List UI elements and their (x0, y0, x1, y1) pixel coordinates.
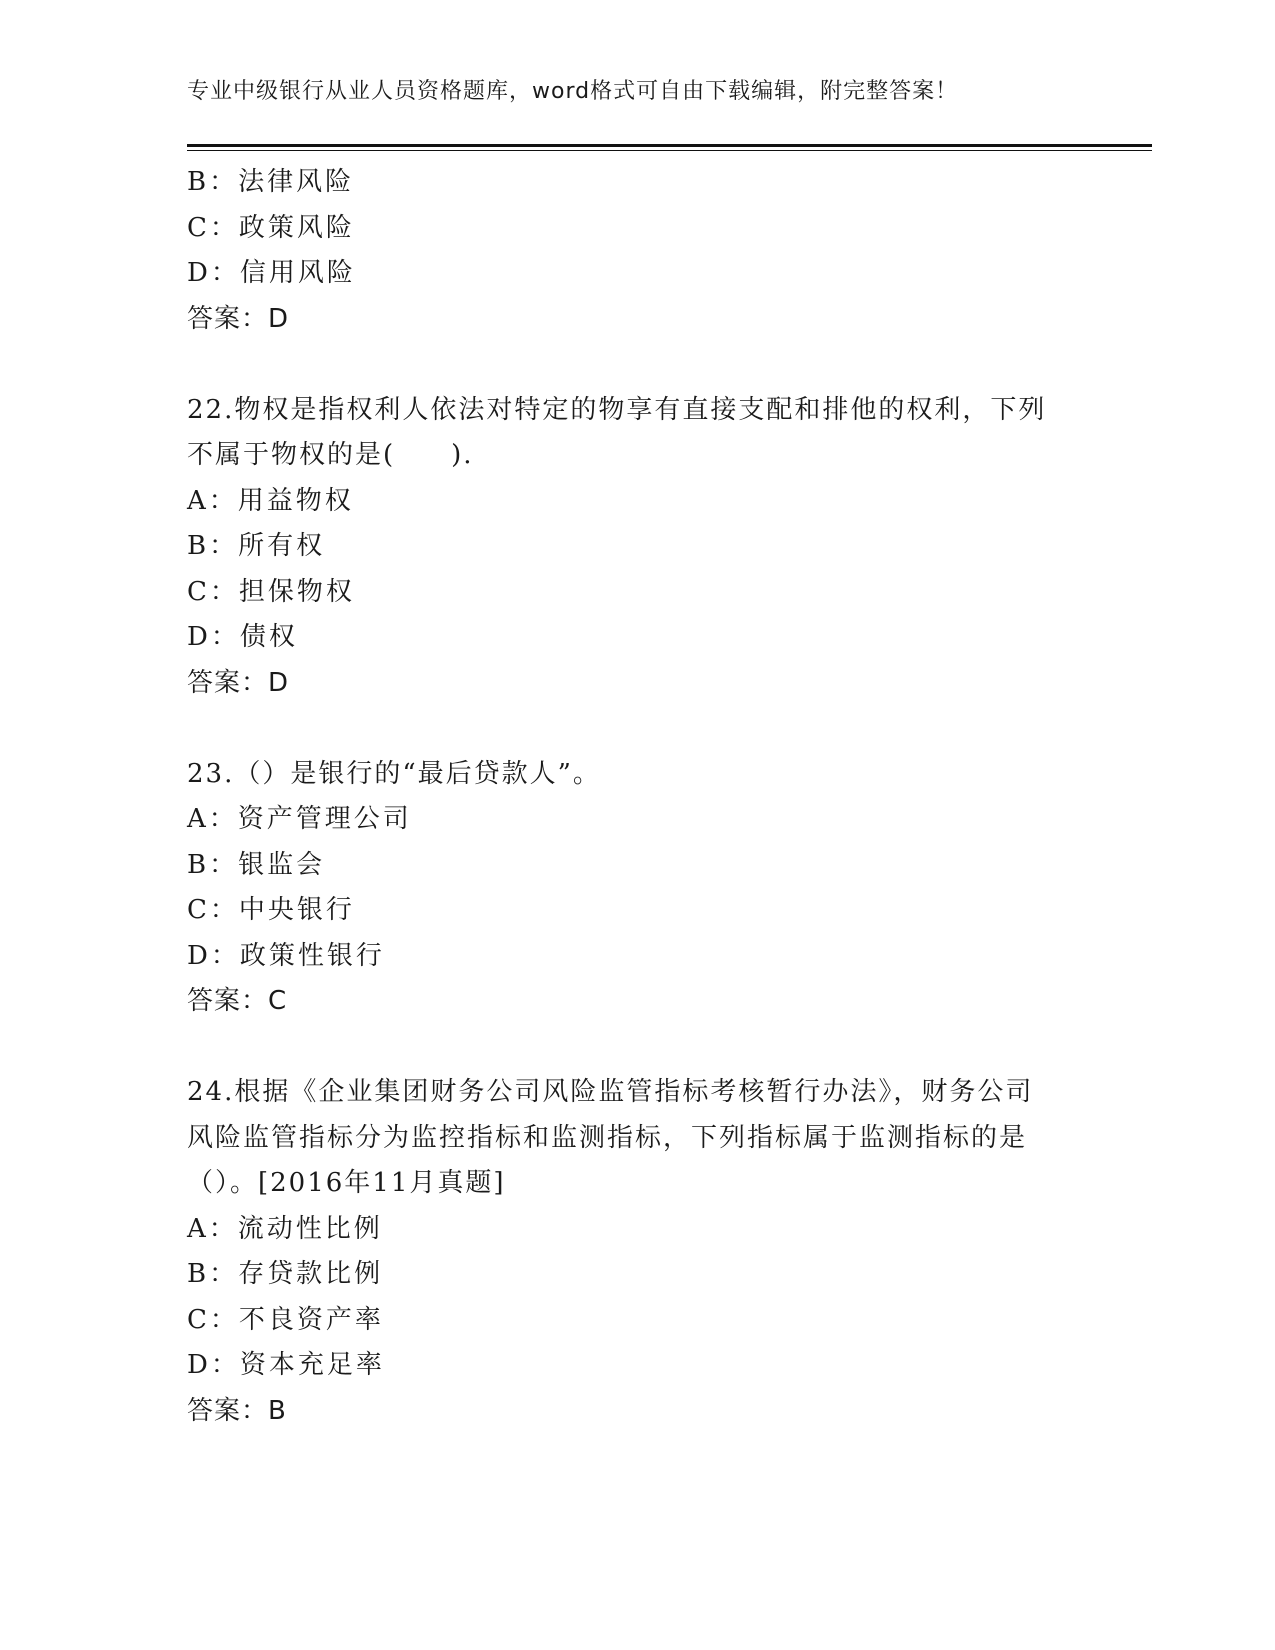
option-a: A：流动性比例 (187, 1213, 383, 1244)
option-d: D：信用风险 (187, 258, 356, 288)
option-b: B：存贷款比例 (187, 1259, 384, 1289)
option-c: C：担保物权 (187, 576, 355, 607)
header-rule-thin (187, 150, 1152, 151)
answer-line: 答案：D (187, 303, 290, 334)
option-b: B：法律风险 (187, 167, 355, 197)
question-stem-line: 23.（）是银行的“最后贷款人”。 (187, 758, 601, 789)
question-stem-line: 风险监管指标分为监控指标和监测指标，下列指标属于监测指标的是 (187, 1122, 1028, 1153)
option-d: D：政策性银行 (187, 940, 385, 971)
option-b: B：银监会 (187, 849, 326, 880)
question-22 (187, 388, 1087, 707)
option-d: D：资本充足率 (187, 1350, 385, 1380)
question-content (187, 160, 1087, 1434)
question-23 (187, 752, 1087, 1025)
answer-line: 答案：D (187, 667, 290, 698)
option-c: C：政策风险 (187, 212, 355, 243)
question-stem-line: 24.根据《企业集团财务公司风险监管指标考核暂行办法》，财务公司 (187, 1077, 1034, 1107)
page-header: 专业中级银行从业人员资格题库，word格式可自由下载编辑，附完整答案！ (187, 79, 959, 104)
spacer (187, 1025, 1087, 1071)
spacer (187, 342, 1087, 388)
question-24 (187, 1070, 1087, 1434)
option-a: A：资产管理公司 (187, 804, 412, 834)
header-rule-thick (187, 144, 1152, 147)
option-d: D：债权 (187, 622, 298, 652)
option-b: B：所有权 (187, 531, 326, 561)
question-stem-line: （）。[2016年11月真题] (187, 1168, 506, 1198)
question-stem-line: 22.物权是指权利人依法对特定的物享有直接支配和排他的权利，下列 (187, 394, 1047, 425)
spacer (187, 706, 1087, 752)
answer-line: 答案：B (187, 1395, 287, 1426)
question-stem-line: 不属于物权的是( ). (187, 440, 474, 470)
answer-line: 答案：C (187, 986, 288, 1016)
option-c: C：中央银行 (187, 895, 355, 925)
option-a: A：用益物权 (187, 485, 354, 516)
question-21-continuation (187, 160, 1087, 342)
option-c: C：不良资产率 (187, 1304, 384, 1335)
